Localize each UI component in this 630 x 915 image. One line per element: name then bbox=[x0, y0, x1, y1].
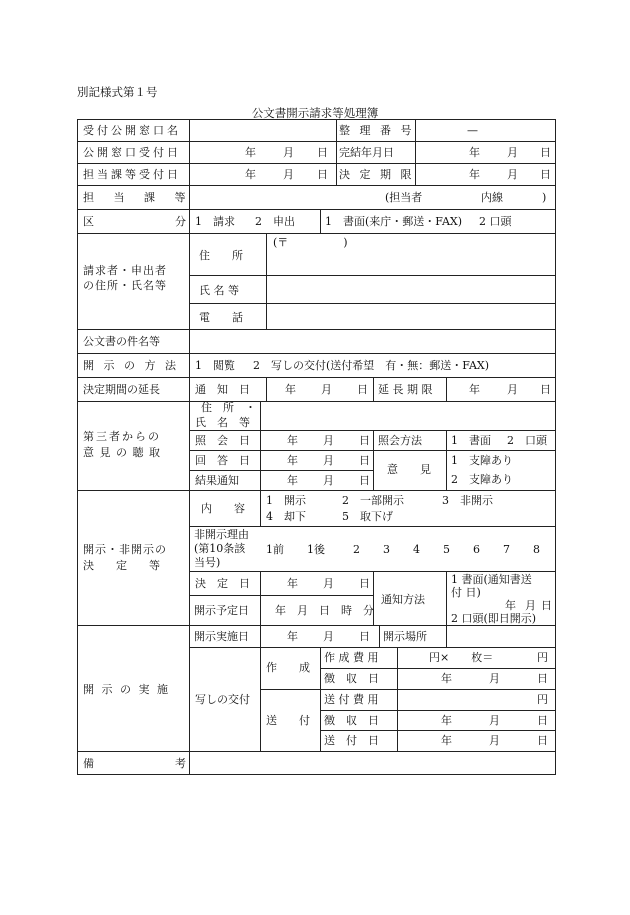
inquiry-date-label: 照 会 日 bbox=[195, 434, 250, 447]
collection-date-label: 徴 収 日 bbox=[324, 672, 379, 685]
date-year: 年 bbox=[287, 454, 298, 467]
date-day: 日 bbox=[357, 383, 368, 396]
reason-item[interactable]: 1後 bbox=[307, 543, 325, 556]
date-month: 月 bbox=[321, 383, 332, 396]
date-month: 月 bbox=[283, 168, 294, 181]
reason-item[interactable]: 1前 bbox=[266, 543, 284, 556]
remarks-label-b: 考 bbox=[175, 757, 186, 770]
scheduled-date-value: 年 月 日 時 分 bbox=[275, 604, 374, 617]
notice-method-option-2[interactable]: 2 口頭(即日開示) bbox=[451, 612, 537, 625]
decision-group-line2: 決 定 等 bbox=[83, 559, 160, 572]
requester-group-line2: の住所・氏名等 bbox=[83, 279, 167, 292]
method-option-1[interactable]: 1 書面(来庁・郵送・FAX) bbox=[325, 215, 463, 228]
extension-label: 内線 bbox=[481, 191, 503, 204]
implementation-date-label: 開示実施日 bbox=[194, 630, 249, 643]
date-year: 年 bbox=[287, 577, 298, 590]
close-paren: ) bbox=[542, 191, 547, 204]
person-in-charge-label: (担当者 bbox=[385, 191, 423, 204]
reply-date-label: 回 答 日 bbox=[195, 454, 250, 467]
reference-number-value[interactable]: — bbox=[467, 124, 478, 137]
date-month: 月 bbox=[323, 474, 334, 487]
date-year: 年 bbox=[287, 630, 298, 643]
completion-date-label: 完結年月日 bbox=[339, 146, 394, 159]
decision-option-3[interactable]: 3 非開示 bbox=[442, 494, 493, 507]
notice-method-option-1-cont: 付 日) bbox=[451, 586, 481, 599]
inquiry-method-label: 照会方法 bbox=[378, 434, 422, 447]
dept-reception-date-label: 担当課等受付日 bbox=[83, 168, 181, 181]
reference-number-label: 整 理 番 号 bbox=[339, 124, 415, 137]
third-party-address-line1: 住 所 ・ bbox=[201, 401, 256, 414]
category-label-a: 区 bbox=[83, 215, 94, 228]
date-day: 日 bbox=[541, 599, 552, 612]
disclosure-method-label: 開 示 の 方 法 bbox=[83, 359, 179, 372]
reception-window-label: 受付公開窓口名 bbox=[83, 124, 181, 137]
notice-date-label: 通 知 日 bbox=[195, 383, 250, 396]
date-year: 年 bbox=[505, 599, 516, 612]
implementation-label: 開 示 の 実 施 bbox=[83, 683, 170, 696]
date-day: 日 bbox=[317, 146, 328, 159]
form-title: 公文書開示請求等処理簿 bbox=[251, 106, 379, 120]
name-label: 氏 名 等 bbox=[199, 284, 239, 297]
phone-label: 電 話 bbox=[199, 311, 243, 324]
yen-unit: 円 bbox=[537, 651, 548, 664]
window-reception-date-label: 公開窓口受付日 bbox=[83, 146, 181, 159]
decision-group-line1: 開示・非開示の bbox=[83, 543, 167, 556]
collection-date-label: 徴 収 日 bbox=[324, 714, 379, 727]
date-year: 年 bbox=[285, 383, 296, 396]
date-year: 年 bbox=[441, 672, 452, 685]
disclosure-option-2[interactable]: 2 写しの交付(送付希望 有・無：郵送・FAX) bbox=[253, 359, 490, 372]
date-month: 月 bbox=[283, 146, 294, 159]
date-year: 年 bbox=[469, 146, 480, 159]
date-month: 月 bbox=[507, 146, 518, 159]
date-month: 月 bbox=[507, 383, 518, 396]
opinion-option-1[interactable]: 1 支障あり bbox=[451, 454, 513, 467]
extension-limit-label: 延 長 期 限 bbox=[378, 383, 433, 396]
processing-register-table bbox=[77, 119, 556, 775]
date-year: 年 bbox=[469, 168, 480, 181]
inquiry-option-2[interactable]: 2 口頭 bbox=[507, 434, 547, 447]
department-label: 担 当 課 等 bbox=[83, 191, 194, 204]
reason-item[interactable]: 5 bbox=[443, 543, 450, 556]
date-day: 日 bbox=[359, 577, 370, 590]
method-option-2[interactable]: 2 口頭 bbox=[479, 215, 512, 228]
date-month: 月 bbox=[507, 168, 518, 181]
date-day: 日 bbox=[359, 474, 370, 487]
decision-option-5[interactable]: 5 取下げ bbox=[342, 510, 393, 523]
disclosure-option-1[interactable]: 1 閲覧 bbox=[195, 359, 235, 372]
date-day: 日 bbox=[540, 383, 551, 396]
date-day: 日 bbox=[317, 168, 328, 181]
date-month: 月 bbox=[323, 577, 334, 590]
disclosure-place-label: 開示場所 bbox=[383, 630, 427, 643]
address-label: 住 所 bbox=[199, 249, 243, 262]
date-day: 日 bbox=[359, 434, 370, 447]
date-year: 年 bbox=[245, 168, 256, 181]
date-day: 日 bbox=[537, 734, 548, 747]
opinion-label: 意 見 bbox=[387, 463, 431, 476]
sending-label: 送 付 bbox=[266, 714, 310, 727]
scheduled-date-label: 開示予定日 bbox=[194, 604, 249, 617]
date-day: 日 bbox=[540, 146, 551, 159]
request-option-2[interactable]: 2 申出 bbox=[255, 215, 295, 228]
creation-label: 作 成 bbox=[266, 661, 310, 674]
notice-method-option-1[interactable]: 1 書面(通知書送 bbox=[451, 573, 532, 586]
document-name-label: 公文書の件名等 bbox=[83, 335, 160, 348]
form-number-label: 別記様式第１号 bbox=[77, 85, 158, 99]
deadline-label: 決 定 期 限 bbox=[339, 168, 415, 181]
date-month: 月 bbox=[323, 434, 334, 447]
reason-item[interactable]: 4 bbox=[413, 543, 420, 556]
date-year: 年 bbox=[287, 474, 298, 487]
reason-item[interactable]: 6 bbox=[473, 543, 480, 556]
date-month: 月 bbox=[323, 454, 334, 467]
opinion-option-2[interactable]: 2 支障あり bbox=[451, 473, 513, 486]
sending-cost-label: 送 付 費 用 bbox=[324, 693, 379, 706]
decision-option-1[interactable]: 1 開示 bbox=[266, 494, 306, 507]
date-month: 月 bbox=[323, 630, 334, 643]
date-month: 月 bbox=[489, 714, 500, 727]
decision-option-2[interactable]: 2 一部開示 bbox=[342, 494, 404, 507]
reason-item[interactable]: 3 bbox=[383, 543, 390, 556]
result-notice-label: 結果通知 bbox=[195, 474, 239, 487]
remarks-label-a: 備 bbox=[83, 757, 94, 770]
date-month: 月 bbox=[525, 599, 536, 612]
yen-unit: 円 bbox=[537, 693, 548, 706]
decision-option-4[interactable]: 4 却下 bbox=[266, 510, 306, 523]
reason-item[interactable]: 7 bbox=[503, 543, 510, 556]
third-party-line1: 第三者からの bbox=[83, 430, 161, 443]
decision-content-label: 内 容 bbox=[201, 502, 245, 515]
third-party-address-line2: 氏 名 等 bbox=[195, 416, 250, 429]
date-year: 年 bbox=[441, 734, 452, 747]
cost-formula: 円× 枚＝ bbox=[429, 651, 494, 664]
date-month: 月 bbox=[489, 672, 500, 685]
sending-date-label: 送 付 日 bbox=[324, 734, 379, 747]
creation-cost-label: 作 成 費 用 bbox=[324, 651, 379, 664]
non-disclosure-reason-line1: 非開示理由 bbox=[194, 528, 249, 541]
date-year: 年 bbox=[245, 146, 256, 159]
category-label-b: 分 bbox=[175, 215, 186, 228]
date-day: 日 bbox=[537, 672, 548, 685]
request-option-1[interactable]: 1 請求 bbox=[195, 215, 235, 228]
reason-item[interactable]: 8 bbox=[533, 543, 540, 556]
copy-delivery-label: 写しの交付 bbox=[195, 693, 250, 706]
date-year: 年 bbox=[287, 434, 298, 447]
notice-method-label: 通知方法 bbox=[381, 593, 425, 606]
date-month: 月 bbox=[489, 734, 500, 747]
date-day: 日 bbox=[537, 714, 548, 727]
inquiry-option-1[interactable]: 1 書面 bbox=[451, 434, 491, 447]
extension-label: 決定期間の延長 bbox=[83, 383, 160, 396]
date-day: 日 bbox=[540, 168, 551, 181]
non-disclosure-reason-line3: 当号) bbox=[194, 556, 221, 569]
requester-group-line1: 請求者・申出者 bbox=[83, 264, 167, 277]
third-party-line2: 意 見 の 聴 取 bbox=[83, 446, 161, 459]
postal-code[interactable]: (〒 ) bbox=[273, 236, 348, 249]
decision-date-label: 決 定 日 bbox=[195, 577, 250, 590]
reason-item[interactable]: 2 bbox=[353, 543, 360, 556]
date-year: 年 bbox=[469, 383, 480, 396]
date-day: 日 bbox=[359, 630, 370, 643]
non-disclosure-reason-line2: (第10条該 bbox=[194, 542, 246, 555]
date-day: 日 bbox=[359, 454, 370, 467]
date-year: 年 bbox=[441, 714, 452, 727]
